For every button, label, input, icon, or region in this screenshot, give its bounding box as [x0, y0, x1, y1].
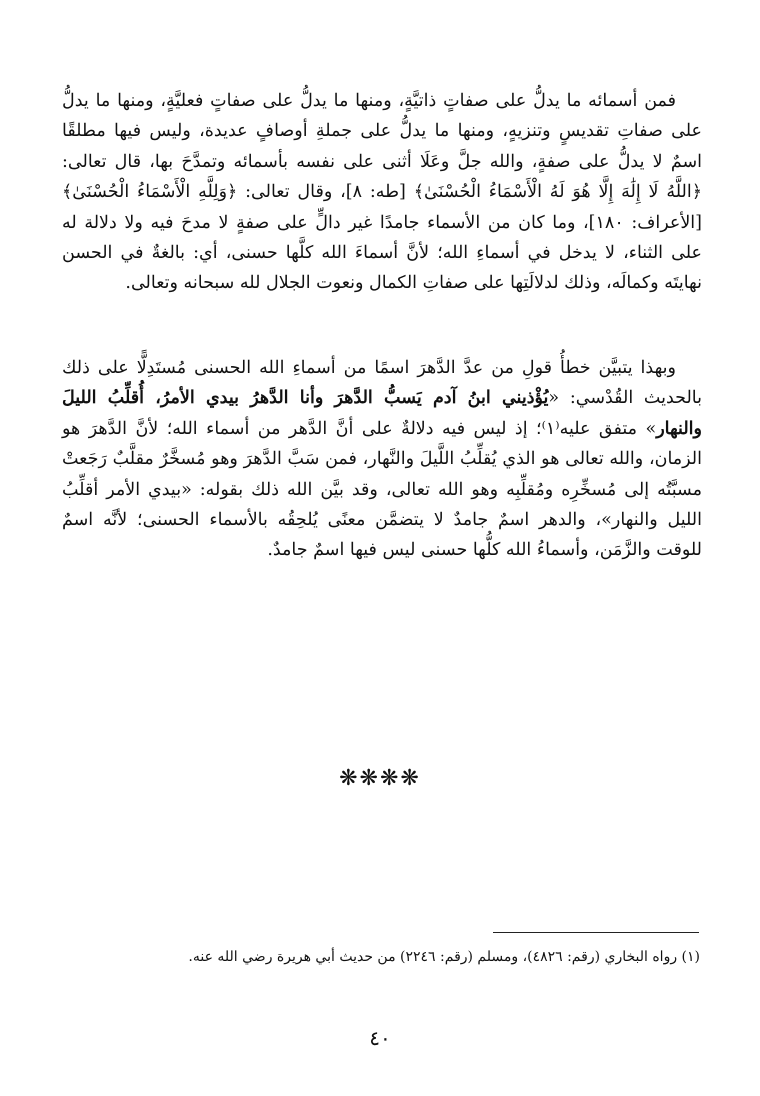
footnote-separator: [493, 932, 699, 933]
paragraph-2-intro: وبهذا يتبيَّن خطأُ قولِ من عدَّ الدَّهرَ اسمًا من أسماءِ الله الحسنى مُستَدِلًّا على ذلك بالحديث القُدْسي: «: [62, 358, 703, 409]
footnote: (١) رواه البخاري (رقم: ٤٨٢٦)، ومسلم (رقم: ٢٢٤٦) من حديث أبي هريرة رضي الله عنه.: [188, 949, 700, 965]
paragraph-dahr: [62, 353, 702, 566]
page-number: ٤٠: [369, 1026, 391, 1050]
hadith-quote: يُؤْذيني ابنُ آدم يَسبُّ الدَّهرَ وأنا الدَّهرُ بيدي الأمرُ، أُقلِّبُ الليلَ والنهار: [62, 388, 702, 439]
section-divider-ornament: ❋❋❋❋: [339, 766, 421, 791]
paragraph-1-text: فمن أسمائه ما يدلُّ على صفاتٍ ذاتيَّةٍ، ومنها ما يدلُّ على صفاتٍ فعليَّةٍ، ومنها ما يدلُّ على صفاتِ تقديسٍ وتنزيهٍ، ومنها ما يدلُّ على جملةِ أوصافٍ عديدة، وليس فيها مطلقًا اسمٌ لا يدلُّ على صفةٍ، والله جلَّ وعَلَا أثنى على نفسه بأسمائه وتمدَّحَ بها، قال تعالى: ﴿اللَّهُ لَا إِلَٰهَ إِلَّا هُوَ لَهُ الْأَسْمَاءُ الْحُسْنَىٰ﴾ [طه: ٨]، وقال تعالى: ﴿وَلِلَّهِ الْأَسْمَاءُ الْحُسْنَىٰ﴾ [الأعراف: ١٨٠]، وما كان من الأسماء جامدًا غير دالٍّ على صفةٍ لا مدحَ فيه ولا دلالة له على الثناء، لا يدخل في أسماءِ الله؛ لأنَّ أسماءَ الله كلَّها حسنى، أي: بالغةٌ في الحسن نهايتَه وكمالَه، وذلك لدلالَتِها على صفاتِ الكمال ونعوت الجلال لله سبحانه وتعالى.: [62, 91, 702, 294]
paragraph-names-of-allah: [62, 86, 702, 299]
paragraph-2-rest: » متفق عليه⁽١⁾؛ إذ ليس فيه دلالةٌ على أنَّ الدَّهر من أسماء الله؛ لأنَّ الدَّهرَ هو الزمان، والله تعالى هو الذي يُقلِّبُ اللَّيلَ والنَّهار، فمن سَبَّ الدَّهرَ وهو مُسخَّرٌ مقلَّبٌ رَجَعتْ مسبَّتُه إلى مُسخِّرِه ومُقلِّبِه وهو الله تعالى، وقد بيَّن الله ذلك بقوله: «بيدي الأمر أقلِّبُ الليل والنهار»، والدهر اسمٌ جامدٌ لا يتضمَّن معنًى يُلحِقُه بالأسماء الحسنى؛ لأنَّه اسمٌ للوقت والزَّمَن، وأسماءُ الله كلُّها حسنى ليس فيها اسمٌ جامدٌ.: [62, 418, 702, 561]
